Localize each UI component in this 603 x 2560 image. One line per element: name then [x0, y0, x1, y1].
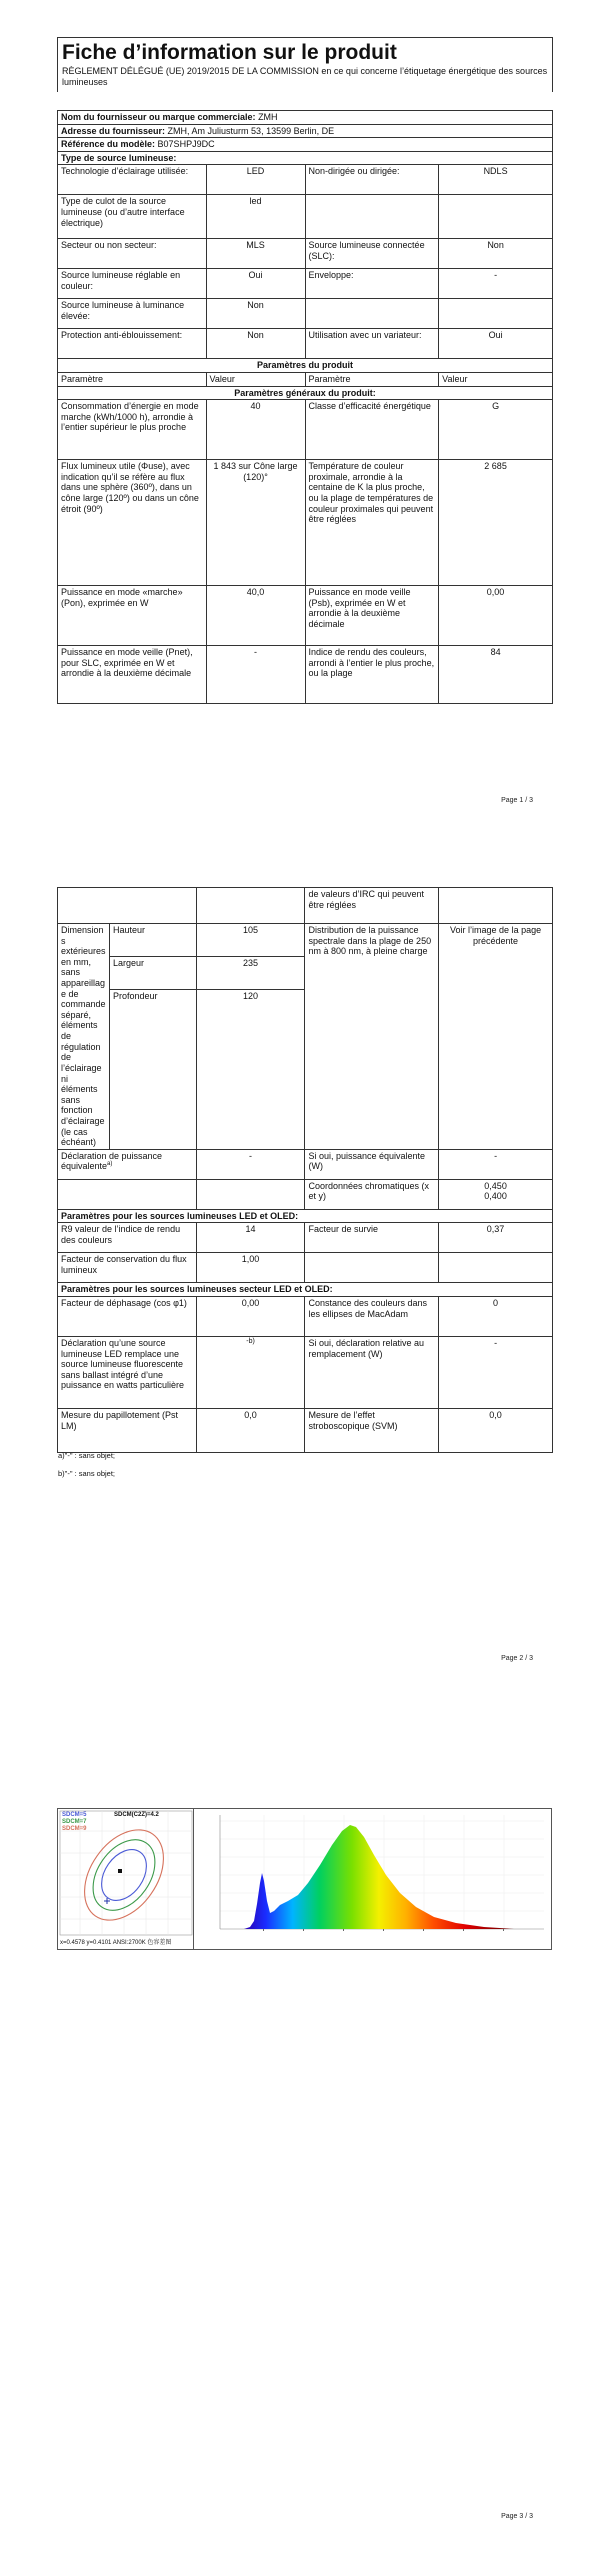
- page-number: Page 3 / 3: [501, 2513, 533, 2520]
- x-value: 0,450: [484, 1180, 507, 1191]
- dimmer-label: Utilisation avec un variateur:: [305, 329, 439, 359]
- type-heading: Type de source lumineuse:: [58, 151, 553, 165]
- spd-label: Distribution de la puissance spectrale dans la plage de 250 nm à 800 nm, à pleine charge: [305, 924, 439, 1150]
- depth-label: Profondeur: [109, 989, 196, 1149]
- replw-value: -: [439, 1337, 553, 1409]
- width-label: Largeur: [109, 956, 196, 989]
- cri-label-cont: de valeurs d’IRC qui peuvent être réglées: [305, 888, 439, 924]
- phase-label: Facteur de déphasage (cos φ1): [58, 1297, 197, 1337]
- glare-label: Protection anti-éblouissement:: [58, 329, 207, 359]
- supplier-value: ZMH: [258, 112, 278, 122]
- supplier-label: Nom du fournisseur ou marque commerciale:: [61, 112, 256, 122]
- legend-sdcm7: SDCM=7: [62, 1819, 87, 1825]
- empty-cell: [439, 888, 553, 924]
- maint-value: 1,00: [196, 1253, 305, 1283]
- replw-label: Si oui, déclaration relative au remplacement (W): [305, 1337, 439, 1409]
- dimmer-value: Oui: [439, 329, 553, 359]
- empty-cell: [305, 1253, 439, 1283]
- svm-label: Mesure de l’effet stroboscopique (SVM): [305, 1409, 439, 1453]
- pnet-label: Puissance en mode veille (Pnet), pour SLC, exprimée en W et arrondie à la deuxième décimale: [58, 646, 207, 704]
- glare-value: Non: [206, 329, 305, 359]
- flicker-value: 0,0: [196, 1409, 305, 1453]
- maint-label: Facteur de conservation du flux lumineux: [58, 1253, 197, 1283]
- general-heading: Paramètres généraux du produit:: [58, 386, 553, 400]
- pon-value: 40,0: [206, 586, 305, 646]
- flicker-label: Mesure du papillotement (Pst LM): [58, 1409, 197, 1453]
- legend-sdcm9: SDCM=9: [62, 1826, 87, 1832]
- phase-value: 0,00: [196, 1297, 305, 1337]
- ellipse-legend: [62, 1812, 87, 1833]
- repl-label: Déclaration qu’une source lumineuse LED remplace une source lumineuse fluorescente sans ballast intégré d’une puissance en watts particulière: [58, 1337, 197, 1409]
- envelope-label: Enveloppe:: [305, 269, 439, 299]
- footnote-a: a)"-" : sans objet;: [58, 1451, 116, 1460]
- product-info-table-continued: [57, 887, 553, 1453]
- cct-value: 2 685: [439, 460, 553, 586]
- col-param-header: Paramètre: [305, 373, 439, 387]
- col-value-header: Valeur: [206, 373, 305, 387]
- macadam-value: 0: [439, 1297, 553, 1337]
- macadam-label: Constance des couleurs dans les ellipses de MacAdam: [305, 1297, 439, 1337]
- height-label: Hauteur: [109, 924, 196, 957]
- height-value: 105: [196, 924, 305, 957]
- mains-value: MLS: [206, 239, 305, 269]
- r9-label: R9 valeur de l’indice de rendu des couleurs: [58, 1223, 197, 1253]
- tech-label: Technologie d’éclairage utilisée:: [58, 165, 207, 195]
- empty-cell: [439, 1253, 553, 1283]
- eqp-footnote-ref: a): [107, 1161, 113, 1168]
- empty-cell: [439, 299, 553, 329]
- model-value: B07SHPJ9DC: [157, 139, 215, 150]
- depth-value: 120: [196, 989, 305, 1149]
- envelope-value: -: [439, 269, 553, 299]
- empty-cell: [305, 195, 439, 239]
- empty-cell: [305, 299, 439, 329]
- repl-value: -b): [196, 1337, 305, 1409]
- address-row: [58, 124, 553, 138]
- highlum-value: Non: [206, 299, 305, 329]
- highlum-label: Source lumineuse à luminance élevée:: [58, 299, 207, 329]
- xy-label: Coordonnées chromatiques (x et y): [305, 1179, 439, 1209]
- psb-label: Puissance en mode veille (Psb), exprimée en W et arrondie à la deuxième décimale: [305, 586, 439, 646]
- eqp-value: -: [196, 1149, 305, 1179]
- eqw-value: -: [439, 1149, 553, 1179]
- colour-value: Oui: [206, 269, 305, 299]
- cri-value: 84: [439, 646, 553, 704]
- page1-header: [57, 37, 553, 92]
- pon-label: Puissance en mode «marche» (Pon), exprimée en W: [58, 586, 207, 646]
- chromaticity-coords: x=0.4578 y=0.4101 ANSI:2700K 色容差图: [60, 1940, 172, 1946]
- legend-sdcm5: SDCM=5: [62, 1812, 87, 1818]
- y-value: 0,400: [484, 1191, 507, 1202]
- footnote-b: b)"-" : sans objet;: [58, 1469, 116, 1478]
- empty-cell: [58, 888, 197, 924]
- nondir-value: NDLS: [439, 165, 553, 195]
- model-label: Référence du modèle:: [61, 139, 156, 150]
- r9-value: 14: [196, 1223, 305, 1253]
- eqp-label: [58, 1149, 197, 1179]
- cct-label: Température de couleur proximale, arrondie à la centaine de K la plus proche, ou la plage de températures de couleur proximales qui peuvent être réglées: [305, 460, 439, 586]
- regulation-text: RÈGLEMENT DÉLÉGUÉ (UE) 2019/2015 DE LA COMMISSION en ce qui concerne l’étiquetage énergétique des sources lumineuses: [62, 66, 548, 88]
- slc-label: Source lumineuse connectée (SLC):: [305, 239, 439, 269]
- pnet-value: -: [206, 646, 305, 704]
- page-number: Page 1 / 3: [501, 797, 533, 804]
- energy-value: 40: [206, 400, 305, 460]
- nondir-label: Non-dirigée ou dirigée:: [305, 165, 439, 195]
- svm-value: 0,0: [439, 1409, 553, 1453]
- col-value-header: Valeur: [439, 373, 553, 387]
- eclass-label: Classe d’efficacité énergétique: [305, 400, 439, 460]
- slc-value: Non: [439, 239, 553, 269]
- psb-value: 0,00: [439, 586, 553, 646]
- eqp-label-text: Déclaration de puissance équivalente: [61, 1150, 163, 1172]
- xy-value: [439, 1179, 553, 1209]
- spectral-distribution-chart: [193, 1808, 552, 1950]
- empty-cell: [196, 888, 305, 924]
- dims-label: Dimensions extérieures en mm, sans appareillage de commande séparé, éléments de régulation de l’éclairage ni éléments sans fonction d’éclairage (le cas échéant): [58, 924, 110, 1150]
- supplier-row: [58, 111, 553, 125]
- center-point: [118, 1869, 122, 1873]
- flux-label: Flux lumineux utile (Φuse), avec indication qu’il se réfère au flux dans une sphère (360º), dans un cône large (120º) ou dans un cône étroit (90º): [58, 460, 207, 586]
- col-param-header: Paramètre: [58, 373, 207, 387]
- mains-label: Secteur ou non secteur:: [58, 239, 207, 269]
- spd-value: Voir l’image de la page précédente: [439, 924, 553, 1150]
- eclass-value: G: [439, 400, 553, 460]
- cap-value: led: [206, 195, 305, 239]
- tech-value: LED: [206, 165, 305, 195]
- cri-label: Indice de rendu des couleurs, arrondi à l’entier le plus proche, ou la plage: [305, 646, 439, 704]
- mains-led-heading: Paramètres pour les sources lumineuses secteur LED et OLED:: [58, 1283, 553, 1297]
- page-title: Fiche d’information sur le produit: [62, 41, 397, 64]
- cap-label: Type de culot de la source lumineuse (ou d’autre interface électrique): [58, 195, 207, 239]
- sdcm-header: SDCM(C2Z)=4.2: [114, 1812, 159, 1818]
- address-label: Adresse du fournisseur:: [61, 125, 166, 136]
- model-row: [58, 138, 553, 152]
- product-info-table: [57, 110, 553, 704]
- eqw-label: Si oui, puissance équivalente (W): [305, 1149, 439, 1179]
- width-value: 235: [196, 956, 305, 989]
- empty-cell: [439, 195, 553, 239]
- surv-label: Facteur de survie: [305, 1223, 439, 1253]
- flux-value: 1 843 sur Cône large (120)°: [206, 460, 305, 586]
- surv-value: 0,37: [439, 1223, 553, 1253]
- empty-cell: [196, 1179, 305, 1209]
- address-value: ZMH, Am Juliusturm 53, 13599 Berlin, DE: [167, 125, 335, 136]
- page-number: Page 2 / 3: [501, 1655, 533, 1662]
- params-heading: Paramètres du produit: [58, 359, 553, 373]
- spd-svg: [194, 1809, 551, 1949]
- empty-cell: [58, 1179, 197, 1209]
- energy-label: Consommation d’énergie en mode marche (kWh/1000 h), arrondie à l’entier supérieur le plus proche: [58, 400, 207, 460]
- led-heading: Paramètres pour les sources lumineuses LED et OLED:: [58, 1209, 553, 1223]
- macadam-ellipse-chart: [57, 1808, 195, 1950]
- colour-label: Source lumineuse réglable en couleur:: [58, 269, 207, 299]
